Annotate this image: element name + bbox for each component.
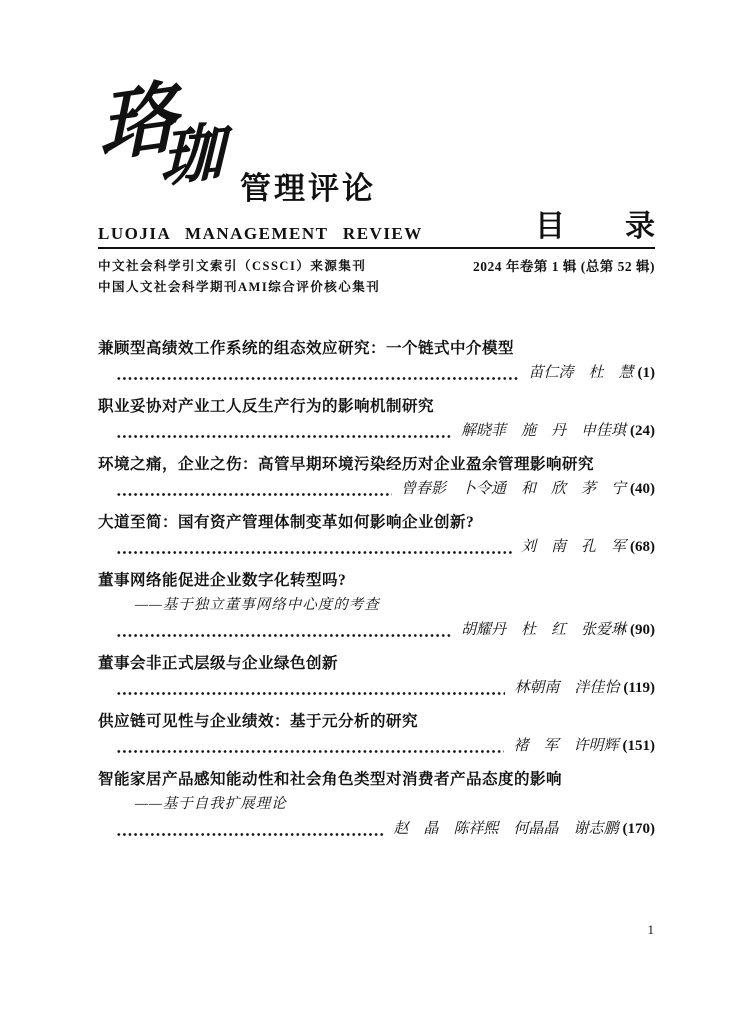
article-leader-line: [116, 419, 655, 444]
article-leader-line: [116, 676, 655, 701]
toc-entry: [98, 510, 655, 560]
article-authors: [504, 734, 655, 759]
calligraphy-char-luo: 珞: [96, 73, 178, 172]
article-subtitle: ——基于独立董事网络中心度的考查: [135, 597, 380, 613]
article-authors: [519, 361, 655, 386]
dot-leader: [116, 628, 452, 643]
masthead-en-row: [98, 212, 655, 247]
author-names: 解晓菲 施 丹 申佳琪: [460, 423, 626, 439]
author-names: 赵 晶 陈祥熙 何晶晶 谢志鹏: [393, 821, 619, 837]
article-title: 职业妥协对产业工人反生产行为的影响机制研究: [98, 398, 435, 415]
article-title: 兼顾型高绩效工作系统的组态效应研究：一个链式中介模型: [98, 340, 515, 357]
page-content: [98, 0, 655, 850]
author-names: 褚 军 许明辉: [513, 738, 619, 754]
indexing-line-cssci: 中文社会科学引文索引（CSSCI）来源集刊: [98, 259, 367, 273]
author-names: 刘 南 孔 军: [520, 539, 626, 555]
dot-leader: [116, 371, 519, 386]
author-names: 林朝南 泮佳怡: [514, 680, 620, 696]
indexing-statements: [98, 256, 380, 298]
article-page-number: (90): [630, 622, 655, 638]
journal-calligraphy-logo: [96, 73, 248, 204]
article-page-number: (68): [630, 539, 655, 555]
dot-leader: [116, 429, 452, 444]
article-authors: [452, 618, 655, 643]
contents-heading: 目 录: [535, 210, 655, 243]
article-page-number: (170): [622, 821, 655, 837]
article-authors: [512, 535, 655, 560]
article-title: 供应链可见性与企业绩效：基于元分析的研究: [98, 713, 419, 730]
article-authors: [384, 817, 655, 842]
indexing-line-ami: 中国人文社会科学期刊AMI综合评价核心集刊: [98, 280, 381, 294]
masthead: [96, 73, 655, 210]
article-leader-line: [116, 361, 655, 386]
article-authors: [452, 419, 655, 444]
article-page-number: (151): [622, 738, 655, 754]
toc-entry: [98, 336, 655, 386]
article-title: 智能家居产品感知能动性和社会角色类型对消费者产品态度的影响: [98, 771, 563, 788]
folio-page-number: 1: [647, 922, 654, 937]
dot-leader: [116, 686, 505, 701]
journal-title-cn: 管理评论: [240, 171, 376, 206]
article-title: 环境之痛，企业之伤：高管早期环境污染经历对企业盈余管理影响研究: [98, 456, 595, 473]
masthead-index-row: [98, 256, 655, 298]
toc-entry: [98, 651, 655, 701]
article-page-number: (1): [637, 365, 655, 381]
article-leader-line: [116, 817, 655, 842]
dot-leader: [116, 487, 392, 502]
toc-list: [98, 336, 655, 842]
article-page-number: (119): [623, 680, 655, 696]
author-names: 胡耀丹 杜 红 张爱琳: [460, 622, 626, 638]
issue-info: 2024 年卷第 1 辑 (总第 52 辑): [473, 259, 655, 274]
article-title: 董事会非正式层级与企业绿色创新: [98, 655, 339, 672]
article-authors: [392, 477, 655, 502]
author-names: 曾春影 卜令通 和 欣 茅 宁: [400, 481, 626, 497]
article-title: 大道至简：国有资产管理体制变革如何影响企业创新?: [98, 514, 475, 531]
dot-leader: [116, 545, 512, 560]
article-leader-line: [116, 618, 655, 643]
toc-entry: [98, 709, 655, 759]
author-names: 苗仁涛 杜 慧: [528, 365, 634, 381]
toc-entry: [98, 394, 655, 444]
masthead-divider: [98, 247, 655, 249]
article-leader-line: [116, 477, 655, 502]
dot-leader: [116, 744, 504, 759]
toc-entry: [98, 452, 655, 502]
article-leader-line: [116, 535, 655, 560]
article-title: 董事网络能促进企业数字化转型吗?: [98, 572, 347, 589]
article-page-number: (24): [630, 423, 655, 439]
calligraphy-char-jia: 珈: [160, 116, 224, 195]
toc-entry: [98, 568, 655, 643]
article-authors: [505, 676, 655, 701]
journal-title-en: LUOJIA MANAGEMENT REVIEW: [98, 224, 423, 243]
article-leader-line: [116, 734, 655, 759]
article-subtitle: ——基于自我扩展理论: [135, 796, 287, 812]
toc-entry: [98, 767, 655, 842]
article-page-number: (40): [630, 481, 655, 497]
dot-leader: [116, 827, 384, 842]
